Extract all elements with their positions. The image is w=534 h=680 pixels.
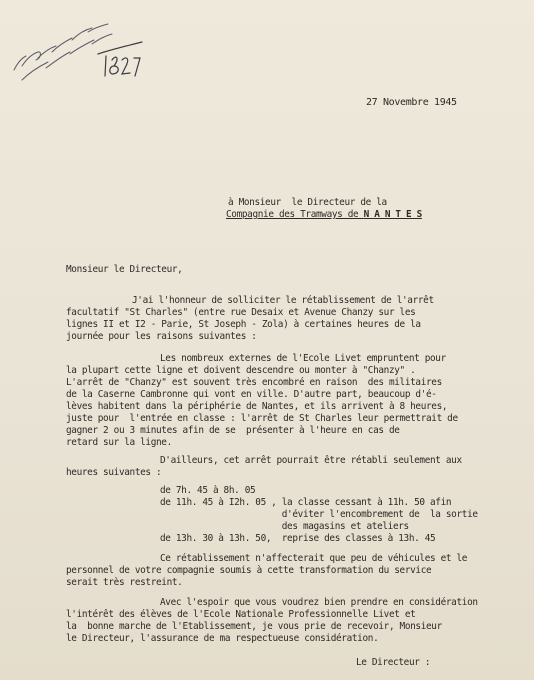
paragraph-2-line: lèves habitent dans la périphérie de Nantes, et ils arrivent à 8 heures,	[66, 401, 448, 412]
paragraph-4-line: personnel de votre compagnie soumis à cette transformation du service	[66, 565, 432, 576]
schedule-line: de 13h. 30 à 13h. 50, reprise des classes à 13h. 45	[160, 533, 436, 544]
schedule-line: de 7h. 45 à 8h. 05	[160, 485, 256, 496]
paragraph-5-line: la bonne marche de l'Etablissement, je vous prie de recevoir, Monsieur	[66, 621, 442, 632]
paragraph-2-line: retard sur la ligne.	[66, 437, 172, 448]
reference-number-handwriting	[96, 40, 144, 80]
salutation: Monsieur le Directeur,	[66, 264, 183, 275]
recipient-city: N A N T E S	[363, 209, 422, 220]
paragraph-5-line: le Directeur, l'assurance de ma respectueuse considération.	[66, 633, 379, 644]
paragraph-1-line: lignes II et I2 - Parie, St Joseph - Zola) à certaines heures de la	[66, 319, 421, 330]
paragraph-1-line: facultatif "St Charles" (entre rue Desaix et Avenue Chanzy sur les	[66, 307, 416, 318]
schedule-line: des magasins et ateliers	[160, 521, 409, 532]
paragraph-4-line: Ce rétablissement n'affecterait que peu de véhicules et le	[160, 553, 468, 564]
paragraph-3-line: D'ailleurs, cet arrêt pourrait être rétabli seulement aux	[160, 455, 462, 466]
paragraph-4-line: serait très restreint.	[66, 577, 183, 588]
signature-line: Le Directeur :	[356, 657, 431, 668]
recipient-company: Compagnie des Tramways de	[226, 209, 364, 220]
paragraph-2-line: la plupart cette ligne et doivent descendre ou monter à "Chanzy" .	[66, 365, 416, 376]
paragraph-2-line: de la Caserne Cambronne qui vont en ville. D'autre part, beaucoup d'é-	[66, 389, 437, 400]
recipient-line-2	[226, 210, 422, 219]
letter-date: 27 Novembre 1945	[366, 97, 457, 108]
schedule-line: de 11h. 45 à I2h. 05 , la classe cessant à 11h. 50 afin	[160, 497, 452, 508]
paragraph-5-line: Avec l'espoir que vous voudrez bien prendre en considération	[160, 597, 478, 608]
paragraph-1-line: journée pour les raisons suivantes :	[66, 331, 257, 342]
paragraph-3-line: heures suivantes :	[66, 467, 162, 478]
recipient-line-1: à Monsieur le Directeur de la	[228, 197, 387, 208]
paragraph-2-line: L'arrêt de "Chanzy" est souvent très encombré en raison des militaires	[66, 377, 442, 388]
paragraph-1-line: J'ai l'honneur de solliciter le rétablissement de l'arrêt	[132, 295, 434, 306]
paragraph-2-line: Les nombreux externes de l'Ecole Livet empruntent pour	[160, 353, 446, 364]
paragraph-2-line: gagner 2 ou 3 minutes afin de se présenter à l'heure en cas de	[66, 425, 400, 436]
paragraph-5-line: l'intérêt des élèves de l'Ecole Nationale Professionnelle Livet et	[66, 609, 416, 620]
schedule-line: d'éviter l'encombrement de la sortie	[160, 509, 478, 520]
paragraph-2-line: juste pour l'entrée en classe : l'arrêt de St Charles leur permettrait de	[66, 413, 458, 424]
